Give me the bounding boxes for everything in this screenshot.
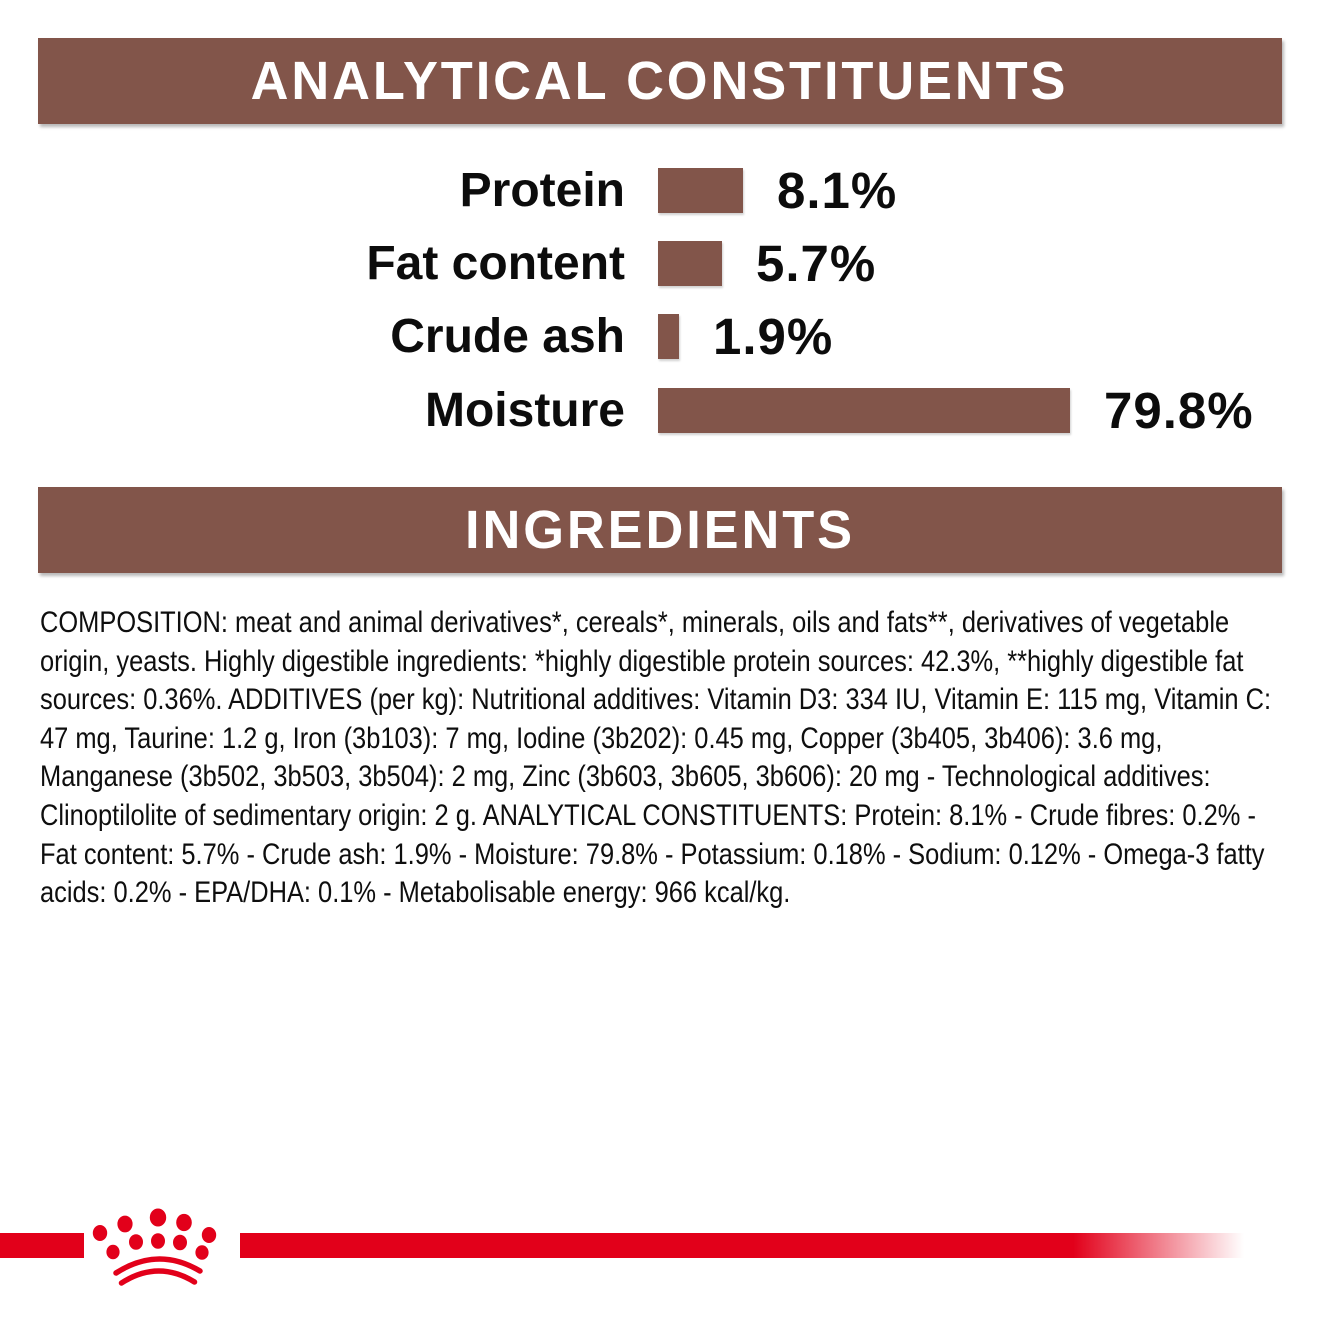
analytical-constituents-title: ANALYTICAL CONSTITUENTS [251, 51, 1069, 111]
ingredients-header [38, 487, 1282, 573]
chart-row-crude-ash [0, 307, 1320, 365]
ingredients-title: INGREDIENTS [464, 500, 855, 560]
chart-value: 8.1% [777, 161, 898, 219]
chart-bar [658, 168, 743, 213]
chart-bar [658, 388, 1070, 433]
chart-label: Moisture [424, 383, 625, 437]
royal-canin-crown-icon [78, 1200, 250, 1300]
analytical-constituents-header [38, 38, 1282, 124]
chart-row-protein [0, 161, 1320, 219]
chart-value: 5.7% [756, 234, 877, 292]
chart-bar [658, 241, 722, 286]
chart-label: Fat content [366, 236, 625, 290]
chart-row-fat-content [0, 234, 1320, 292]
chart-label: Crude ash [390, 309, 625, 363]
chart-bar [658, 314, 679, 359]
chart-row-moisture [0, 381, 1320, 439]
red-line-right-segment [240, 1233, 1244, 1258]
chart-value: 79.8% [1104, 381, 1254, 439]
chart-label: Protein [459, 163, 625, 217]
chart-value: 1.9% [713, 307, 834, 365]
composition-text: COMPOSITION: meat and animal derivatives*, cereals*, minerals, oils and fats**, derivatives of vegetable origin, yeasts. Highly digestible ingredients: *highly digestible protein sources: 42.3%, **highly digestible fat sources: 0.36%. ADDITIVES (per kg): Nutritional additives: Vitamin D3: 334 IU, Vitamin E: 115 mg, Vitamin C: 47 mg, Taurine: 1.2 g, Iron (3b103): 7 mg, Iodine (3b202): 0.45 mg, Copper (3b405, 3b406): 3.6 mg, Manganese (3b502, 3b503, 3b504): 2 mg, Zinc (3b603, 3b605, 3b606): 20 mg - Technological additives: Clinoptilolite of sedimentary origin: 2 g. ANALYTICAL CONSTITUENTS: Protein: 8.1% - Crude fibres: 0.2% - Fat content: 5.7% - Crude ash: 1.9% - Moisture: 79.8% - Potassium: 0.18% - Sodium: 0.12% - Omega-3 fatty acids: 0.2% - EPA/DHA: 0.1% - Metabolisable energy: 966 kcal/kg. [40, 606, 1272, 910]
red-line-left-segment [0, 1233, 84, 1258]
